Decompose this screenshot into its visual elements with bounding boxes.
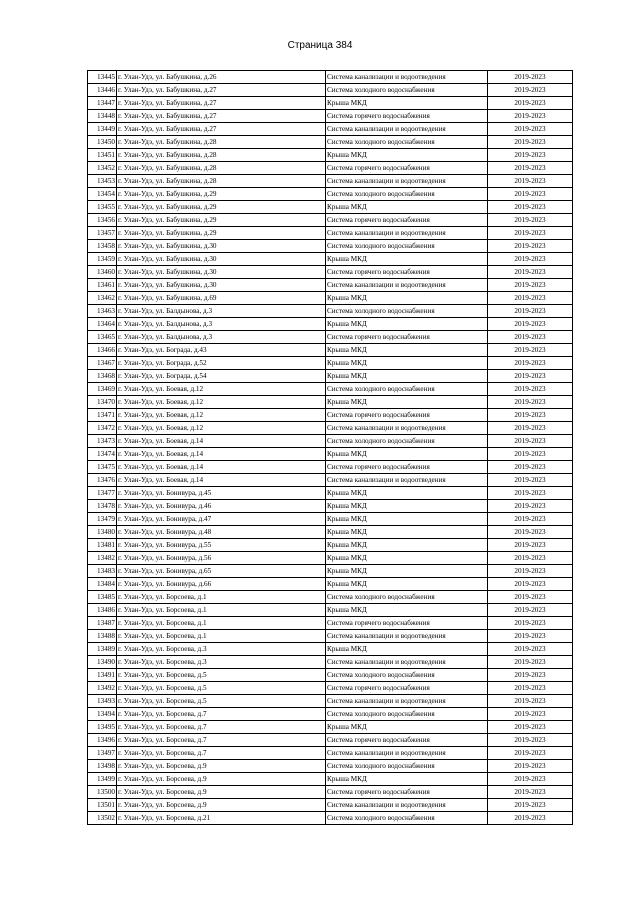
row-number: 13451 [88,149,117,162]
address-cell: г. Улан-Удэ, ул. Бабушкина, д.29 [117,188,326,201]
row-number: 13480 [88,526,117,539]
system-cell: Система горячего водоснабжения [326,331,488,344]
row-number: 13493 [88,695,117,708]
system-cell: Крыша МКД [326,253,488,266]
table-row [88,175,573,188]
table-row [88,110,573,123]
row-number: 13460 [88,266,117,279]
address-cell: г. Улан-Удэ, ул. Бабушкина, д.28 [117,175,326,188]
period-cell: 2019-2023 [488,279,573,292]
row-number: 13492 [88,682,117,695]
address-cell: г. Улан-Удэ, ул. Бабушкина, д.26 [117,71,326,84]
row-number: 13488 [88,630,117,643]
address-cell: г. Улан-Удэ, ул. Бабушкина, д.27 [117,110,326,123]
row-number: 13459 [88,253,117,266]
system-cell: Система холодного водоснабжения [326,812,488,825]
row-number: 13501 [88,799,117,812]
address-cell: г. Улан-Удэ, ул. Бонивура, д.66 [117,578,326,591]
row-number: 13490 [88,656,117,669]
address-cell: г. Улан-Удэ, ул. Борсоева, д.7 [117,708,326,721]
row-number: 13498 [88,760,117,773]
period-cell: 2019-2023 [488,552,573,565]
table-row [88,162,573,175]
system-cell: Система горячего водоснабжения [326,786,488,799]
row-number: 13452 [88,162,117,175]
table-row [88,500,573,513]
period-cell: 2019-2023 [488,266,573,279]
system-cell: Система горячего водоснабжения [326,214,488,227]
period-cell: 2019-2023 [488,383,573,396]
period-cell: 2019-2023 [488,110,573,123]
system-cell: Крыша МКД [326,721,488,734]
row-number: 13449 [88,123,117,136]
system-cell: Крыша МКД [326,552,488,565]
address-cell: г. Улан-Удэ, ул. Борсоева, д.9 [117,786,326,799]
period-cell: 2019-2023 [488,162,573,175]
address-cell: г. Улан-Удэ, ул. Бонивура, д.56 [117,552,326,565]
row-number: 13458 [88,240,117,253]
period-cell: 2019-2023 [488,786,573,799]
table-row [88,721,573,734]
row-number: 13479 [88,513,117,526]
row-number: 13462 [88,292,117,305]
address-cell: г. Улан-Удэ, ул. Боевая, д.14 [117,461,326,474]
table-row [88,409,573,422]
row-number: 13466 [88,344,117,357]
period-cell: 2019-2023 [488,71,573,84]
address-cell: г. Улан-Удэ, ул. Бабушкина, д.28 [117,136,326,149]
period-cell: 2019-2023 [488,500,573,513]
period-cell: 2019-2023 [488,422,573,435]
period-cell: 2019-2023 [488,513,573,526]
system-cell: Система канализации и водоотведения [326,695,488,708]
row-number: 13455 [88,201,117,214]
period-cell: 2019-2023 [488,357,573,370]
table-row [88,474,573,487]
system-cell: Крыша МКД [326,539,488,552]
row-number: 13485 [88,591,117,604]
period-cell: 2019-2023 [488,448,573,461]
system-cell: Система канализации и водоотведения [326,656,488,669]
row-number: 13473 [88,435,117,448]
period-cell: 2019-2023 [488,708,573,721]
address-cell: г. Улан-Удэ, ул. Балдынова, д.3 [117,318,326,331]
table-row [88,513,573,526]
row-number: 13502 [88,812,117,825]
address-cell: г. Улан-Удэ, ул. Борсоева, д.1 [117,630,326,643]
period-cell: 2019-2023 [488,747,573,760]
row-number: 13470 [88,396,117,409]
system-cell: Крыша МКД [326,604,488,617]
address-cell: г. Улан-Удэ, ул. Бабушкина, д.30 [117,240,326,253]
table-row [88,84,573,97]
period-cell: 2019-2023 [488,214,573,227]
system-cell: Система холодного водоснабжения [326,136,488,149]
address-cell: г. Улан-Удэ, ул. Борсоева, д.9 [117,799,326,812]
system-cell: Система холодного водоснабжения [326,669,488,682]
table-row [88,669,573,682]
table-row [88,357,573,370]
table-row [88,370,573,383]
address-cell: г. Улан-Удэ, ул. Боевая, д.14 [117,435,326,448]
address-cell: г. Улан-Удэ, ул. Балдынова, д.3 [117,331,326,344]
table-row [88,617,573,630]
address-cell: г. Улан-Удэ, ул. Борсоева, д.7 [117,721,326,734]
address-cell: г. Улан-Удэ, ул. Бонивура, д.65 [117,565,326,578]
period-cell: 2019-2023 [488,227,573,240]
period-cell: 2019-2023 [488,461,573,474]
period-cell: 2019-2023 [488,84,573,97]
address-cell: г. Улан-Удэ, ул. Бабушкина, д.30 [117,266,326,279]
period-cell: 2019-2023 [488,435,573,448]
table-row [88,201,573,214]
period-cell: 2019-2023 [488,123,573,136]
row-number: 13472 [88,422,117,435]
period-cell: 2019-2023 [488,175,573,188]
address-cell: г. Улан-Удэ, ул. Боевая, д.14 [117,448,326,461]
address-cell: г. Улан-Удэ, ул. Бограда, д.43 [117,344,326,357]
row-number: 13450 [88,136,117,149]
table-row [88,591,573,604]
row-number: 13456 [88,214,117,227]
table-row [88,656,573,669]
page-title: Страница 384 [287,40,353,51]
system-cell: Система горячего водоснабжения [326,461,488,474]
row-number: 13468 [88,370,117,383]
address-cell: г. Улан-Удэ, ул. Боевая, д.12 [117,422,326,435]
address-cell: г. Улан-Удэ, ул. Бабушкина, д.29 [117,214,326,227]
address-cell: г. Улан-Удэ, ул. Бабушкина, д.27 [117,84,326,97]
period-cell: 2019-2023 [488,565,573,578]
address-cell: г. Улан-Удэ, ул. Бонивура, д.46 [117,500,326,513]
address-cell: г. Улан-Удэ, ул. Борсоева, д.1 [117,604,326,617]
period-cell: 2019-2023 [488,331,573,344]
system-cell: Система холодного водоснабжения [326,305,488,318]
row-number: 13465 [88,331,117,344]
period-cell: 2019-2023 [488,487,573,500]
address-cell: г. Улан-Удэ, ул. Борсоева, д.9 [117,773,326,786]
period-cell: 2019-2023 [488,136,573,149]
system-cell: Крыша МКД [326,97,488,110]
table-row [88,630,573,643]
system-cell: Система горячего водоснабжения [326,682,488,695]
system-cell: Система канализации и водоотведения [326,279,488,292]
period-cell: 2019-2023 [488,799,573,812]
system-cell: Система холодного водоснабжения [326,708,488,721]
row-number: 13481 [88,539,117,552]
table-row [88,331,573,344]
period-cell: 2019-2023 [488,669,573,682]
period-cell: 2019-2023 [488,721,573,734]
system-cell: Система холодного водоснабжения [326,591,488,604]
table-row [88,305,573,318]
period-cell: 2019-2023 [488,812,573,825]
period-cell: 2019-2023 [488,396,573,409]
row-number: 13500 [88,786,117,799]
address-cell: г. Улан-Удэ, ул. Боевая, д.12 [117,383,326,396]
address-cell: г. Улан-Удэ, ул. Борсоева, д.7 [117,734,326,747]
row-number: 13484 [88,578,117,591]
system-cell: Крыша МКД [326,526,488,539]
period-cell: 2019-2023 [488,240,573,253]
system-cell: Крыша МКД [326,513,488,526]
period-cell: 2019-2023 [488,643,573,656]
table-row [88,97,573,110]
row-number: 13477 [88,487,117,500]
period-cell: 2019-2023 [488,474,573,487]
period-cell: 2019-2023 [488,188,573,201]
address-cell: г. Улан-Удэ, ул. Борсоева, д.7 [117,747,326,760]
table-row [88,292,573,305]
address-cell: г. Улан-Удэ, ул. Борсоева, д.9 [117,760,326,773]
table-row [88,461,573,474]
system-cell: Система горячего водоснабжения [326,409,488,422]
address-cell: г. Улан-Удэ, ул. Бабушкина, д.28 [117,149,326,162]
row-number: 13495 [88,721,117,734]
table-row [88,240,573,253]
address-cell: г. Улан-Удэ, ул. Бонивура, д.55 [117,539,326,552]
system-cell: Система канализации и водоотведения [326,71,488,84]
table-row [88,786,573,799]
table-row [88,279,573,292]
row-number: 13489 [88,643,117,656]
period-cell: 2019-2023 [488,591,573,604]
table-row [88,565,573,578]
period-cell: 2019-2023 [488,97,573,110]
system-cell: Крыша МКД [326,318,488,331]
address-cell: г. Улан-Удэ, ул. Борсоева, д.1 [117,591,326,604]
address-cell: г. Улан-Удэ, ул. Бонивура, д.48 [117,526,326,539]
system-cell: Система горячего водоснабжения [326,110,488,123]
table-row [88,214,573,227]
table-row [88,552,573,565]
row-number: 13499 [88,773,117,786]
table-row [88,318,573,331]
system-cell: Система канализации и водоотведения [326,422,488,435]
address-cell: г. Улан-Удэ, ул. Бабушкина, д.69 [117,292,326,305]
period-cell: 2019-2023 [488,682,573,695]
period-cell: 2019-2023 [488,539,573,552]
row-number: 13475 [88,461,117,474]
row-number: 13483 [88,565,117,578]
table-row [88,344,573,357]
table-row [88,682,573,695]
system-cell: Крыша МКД [326,773,488,786]
system-cell: Крыша МКД [326,149,488,162]
system-cell: Система холодного водоснабжения [326,435,488,448]
address-cell: г. Улан-Удэ, ул. Бабушкина, д.29 [117,201,326,214]
table-row [88,708,573,721]
table-row [88,773,573,786]
system-cell: Система горячего водоснабжения [326,617,488,630]
table-row [88,760,573,773]
system-cell: Крыша МКД [326,487,488,500]
row-number: 13496 [88,734,117,747]
period-cell: 2019-2023 [488,760,573,773]
row-number: 13471 [88,409,117,422]
address-cell: г. Улан-Удэ, ул. Борсоева, д.5 [117,669,326,682]
address-cell: г. Улан-Удэ, ул. Боевая, д.12 [117,396,326,409]
period-cell: 2019-2023 [488,201,573,214]
period-cell: 2019-2023 [488,695,573,708]
row-number: 13448 [88,110,117,123]
period-cell: 2019-2023 [488,344,573,357]
row-number: 13487 [88,617,117,630]
system-cell: Система холодного водоснабжения [326,760,488,773]
period-cell: 2019-2023 [488,578,573,591]
address-cell: г. Улан-Удэ, ул. Боевая, д.14 [117,474,326,487]
system-cell: Система горячего водоснабжения [326,734,488,747]
period-cell: 2019-2023 [488,149,573,162]
row-number: 13491 [88,669,117,682]
system-cell: Система холодного водоснабжения [326,188,488,201]
address-cell: г. Улан-Удэ, ул. Борсоева, д.21 [117,812,326,825]
table-row [88,526,573,539]
system-cell: Система горячего водоснабжения [326,266,488,279]
system-cell: Крыша МКД [326,201,488,214]
row-number: 13474 [88,448,117,461]
system-cell: Система холодного водоснабжения [326,240,488,253]
system-cell: Крыша МКД [326,357,488,370]
table-row [88,539,573,552]
row-number: 13457 [88,227,117,240]
system-cell: Крыша МКД [326,344,488,357]
row-number: 13476 [88,474,117,487]
table-row [88,123,573,136]
address-cell: г. Улан-Удэ, ул. Борсоева, д.5 [117,695,326,708]
address-cell: г. Улан-Удэ, ул. Борсоева, д.3 [117,656,326,669]
table-row [88,812,573,825]
address-cell: г. Улан-Удэ, ул. Бабушкина, д.30 [117,253,326,266]
system-cell: Крыша МКД [326,643,488,656]
table-row [88,227,573,240]
period-cell: 2019-2023 [488,253,573,266]
registry-table [87,70,573,825]
table-row [88,643,573,656]
row-number: 13482 [88,552,117,565]
address-cell: г. Улан-Удэ, ул. Бабушкина, д.27 [117,97,326,110]
address-cell: г. Улан-Удэ, ул. Борсоева, д.3 [117,643,326,656]
table-row [88,695,573,708]
address-cell: г. Улан-Удэ, ул. Бабушкина, д.27 [117,123,326,136]
table-row [88,487,573,500]
row-number: 13494 [88,708,117,721]
period-cell: 2019-2023 [488,370,573,383]
period-cell: 2019-2023 [488,734,573,747]
table-row [88,396,573,409]
row-number: 13454 [88,188,117,201]
address-cell: г. Улан-Удэ, ул. Бабушкина, д.29 [117,227,326,240]
address-cell: г. Улан-Удэ, ул. Балдынова, д.3 [117,305,326,318]
period-cell: 2019-2023 [488,630,573,643]
table-row [88,149,573,162]
address-cell: г. Улан-Удэ, ул. Бограда, д.54 [117,370,326,383]
row-number: 13446 [88,84,117,97]
table-row [88,383,573,396]
row-number: 13497 [88,747,117,760]
table-row [88,734,573,747]
table-row [88,448,573,461]
table-row [88,136,573,149]
period-cell: 2019-2023 [488,409,573,422]
table-row [88,747,573,760]
row-number: 13467 [88,357,117,370]
table-row [88,578,573,591]
row-number: 13478 [88,500,117,513]
period-cell: 2019-2023 [488,773,573,786]
system-cell: Система канализации и водоотведения [326,175,488,188]
period-cell: 2019-2023 [488,656,573,669]
address-cell: г. Улан-Удэ, ул. Бабушкина, д.28 [117,162,326,175]
period-cell: 2019-2023 [488,305,573,318]
table-row [88,604,573,617]
system-cell: Система канализации и водоотведения [326,474,488,487]
address-cell: г. Улан-Удэ, ул. Бабушкина, д.30 [117,279,326,292]
table-row [88,188,573,201]
address-cell: г. Улан-Удэ, ул. Борсоева, д.5 [117,682,326,695]
system-cell: Система холодного водоснабжения [326,84,488,97]
system-cell: Крыша МКД [326,396,488,409]
system-cell: Крыша МКД [326,565,488,578]
row-number: 13464 [88,318,117,331]
system-cell: Система горячего водоснабжения [326,162,488,175]
system-cell: Крыша МКД [326,448,488,461]
address-cell: г. Улан-Удэ, ул. Борсоева, д.1 [117,617,326,630]
row-number: 13486 [88,604,117,617]
address-cell: г. Улан-Удэ, ул. Боевая, д.12 [117,409,326,422]
table-row [88,435,573,448]
row-number: 13445 [88,71,117,84]
table-row [88,71,573,84]
system-cell: Система канализации и водоотведения [326,630,488,643]
table-row [88,266,573,279]
system-cell: Крыша МКД [326,292,488,305]
address-cell: г. Улан-Удэ, ул. Бограда, д.52 [117,357,326,370]
row-number: 13453 [88,175,117,188]
row-number: 13469 [88,383,117,396]
system-cell: Крыша МКД [326,578,488,591]
registry-table-body [88,71,573,825]
row-number: 13447 [88,97,117,110]
row-number: 13461 [88,279,117,292]
address-cell: г. Улан-Удэ, ул. Бонивура, д.47 [117,513,326,526]
table-row [88,253,573,266]
table-row [88,422,573,435]
address-cell: г. Улан-Удэ, ул. Бонивура, д.45 [117,487,326,500]
table-row [88,799,573,812]
system-cell: Система холодного водоснабжения [326,383,488,396]
system-cell: Система канализации и водоотведения [326,747,488,760]
period-cell: 2019-2023 [488,318,573,331]
system-cell: Крыша МКД [326,500,488,513]
row-number: 13463 [88,305,117,318]
system-cell: Система канализации и водоотведения [326,799,488,812]
period-cell: 2019-2023 [488,617,573,630]
period-cell: 2019-2023 [488,526,573,539]
period-cell: 2019-2023 [488,604,573,617]
system-cell: Система канализации и водоотведения [326,227,488,240]
system-cell: Крыша МКД [326,370,488,383]
period-cell: 2019-2023 [488,292,573,305]
system-cell: Система канализации и водоотведения [326,123,488,136]
